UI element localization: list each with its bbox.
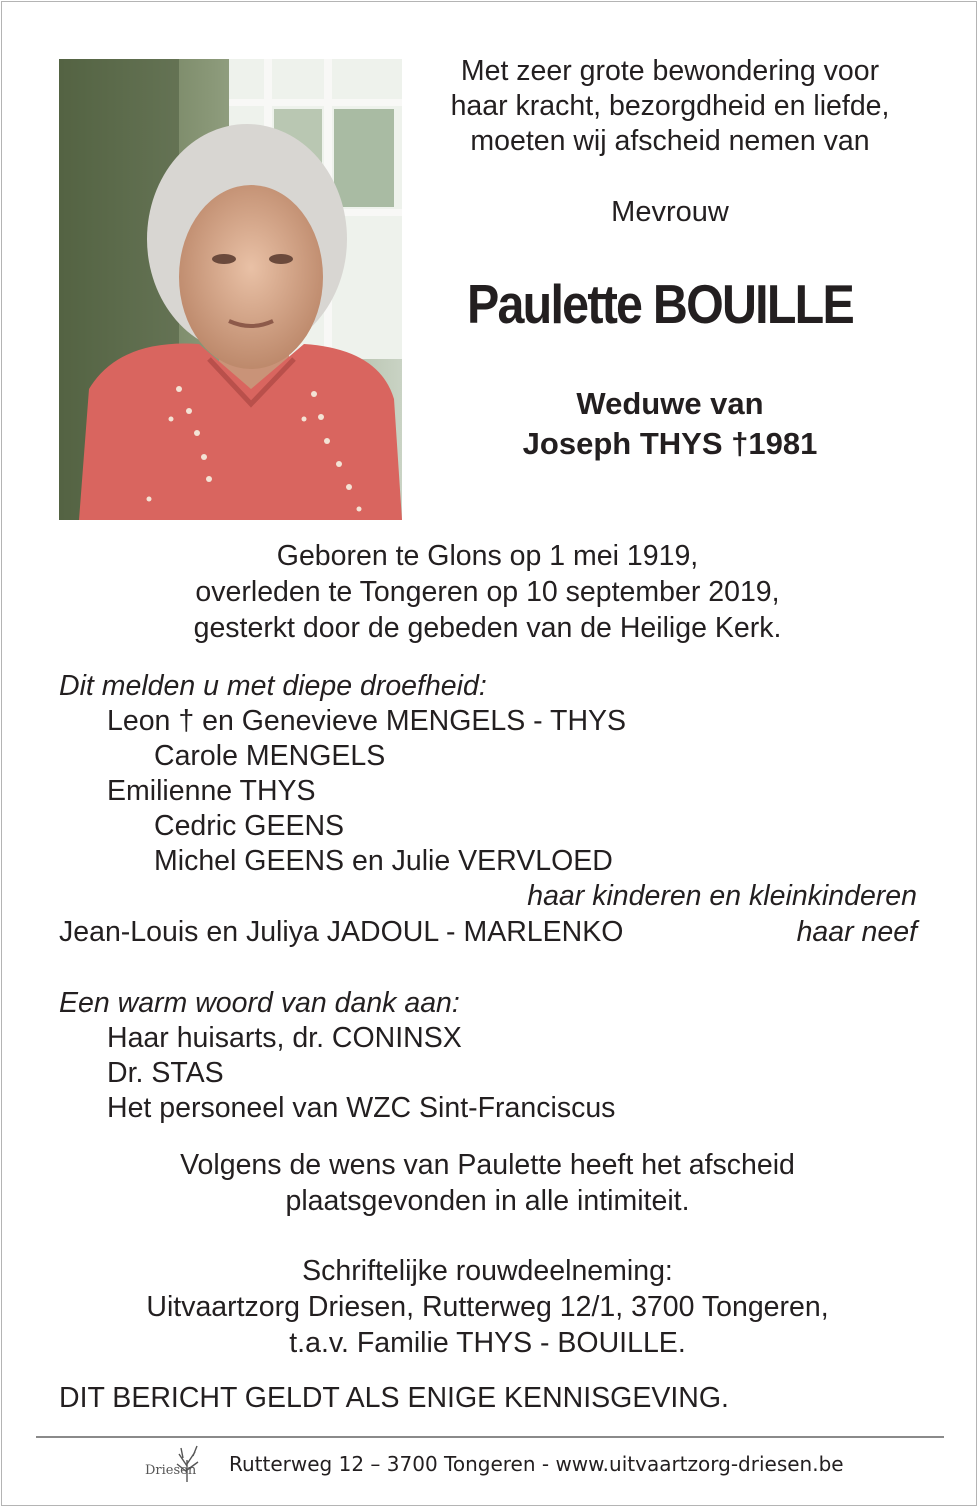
family-heading: Dit melden u met diepe droefheid: bbox=[59, 670, 487, 702]
family-relation: haar kinderen en kleinkinderen bbox=[527, 880, 917, 912]
family-member: Carole MENGELS bbox=[154, 740, 386, 772]
footer-contact: Rutterweg 12 – 3700 Tongeren - www.uitvaartzorg-driesen.be bbox=[229, 1452, 844, 1476]
notice-line: DIT BERICHT GELDT ALS ENIGE KENNISGEVING. bbox=[59, 1382, 729, 1414]
intro-text bbox=[410, 54, 930, 159]
farewell-line: plaatsgevonden in alle intimiteit. bbox=[285, 1185, 690, 1217]
tree-icon bbox=[143, 1442, 213, 1486]
intro-line: moeten wij afscheid nemen van bbox=[470, 125, 870, 157]
thanks-item: Het personeel van WZC Sint-Franciscus bbox=[107, 1092, 616, 1124]
deceased-name: Paulette BOUILLE bbox=[467, 273, 853, 335]
footer-divider bbox=[36, 1436, 944, 1438]
portrait-photo bbox=[59, 59, 402, 520]
condolence-line: t.a.v. Familie THYS - BOUILLE. bbox=[289, 1327, 686, 1359]
family-member: Jean-Louis en Juliya JADOUL - MARLENKO bbox=[59, 916, 624, 948]
family-member: Cedric GEENS bbox=[154, 810, 345, 842]
family-relation: haar neef bbox=[796, 916, 917, 948]
blessing-line: gesterkt door de gebeden van de Heilige Kerk. bbox=[193, 612, 782, 644]
portrait-illustration bbox=[59, 59, 402, 520]
widow-line: Joseph THYS †1981 bbox=[522, 426, 818, 461]
family-member: Emilienne THYS bbox=[107, 775, 316, 807]
farewell-line: Volgens de wens van Paulette heeft het afscheid bbox=[180, 1149, 795, 1181]
intro-line: haar kracht, bezorgdheid en liefde, bbox=[450, 90, 890, 122]
condolence-line: Uitvaartzorg Driesen, Rutterweg 12/1, 3700 Tongeren, bbox=[146, 1291, 829, 1323]
farewell-block bbox=[0, 1147, 975, 1219]
death-line: overleden te Tongeren op 10 september 2019, bbox=[195, 576, 780, 608]
widow-line: Weduwe van bbox=[576, 386, 764, 421]
condolence-line: Schriftelijke rouwdeelneming: bbox=[302, 1255, 673, 1287]
family-member: Leon † en Genevieve MENGELS - THYS bbox=[107, 705, 627, 737]
funeral-home-logo bbox=[143, 1442, 213, 1486]
thanks-item: Dr. STAS bbox=[107, 1057, 224, 1089]
honorific: Mevrouw bbox=[611, 196, 729, 228]
widow-block bbox=[410, 384, 930, 464]
birth-death-block bbox=[0, 538, 975, 646]
intro-line: Met zeer grote bewondering voor bbox=[460, 55, 880, 87]
family-member: Michel GEENS en Julie VERVLOED bbox=[154, 845, 613, 877]
thanks-item: Haar huisarts, dr. CONINSX bbox=[107, 1022, 462, 1054]
condolence-block bbox=[0, 1253, 975, 1361]
birth-line: Geboren te Glons op 1 mei 1919, bbox=[276, 540, 699, 572]
thanks-heading: Een warm woord van dank aan: bbox=[59, 987, 460, 1019]
logo-text: Driesen bbox=[145, 1463, 197, 1478]
